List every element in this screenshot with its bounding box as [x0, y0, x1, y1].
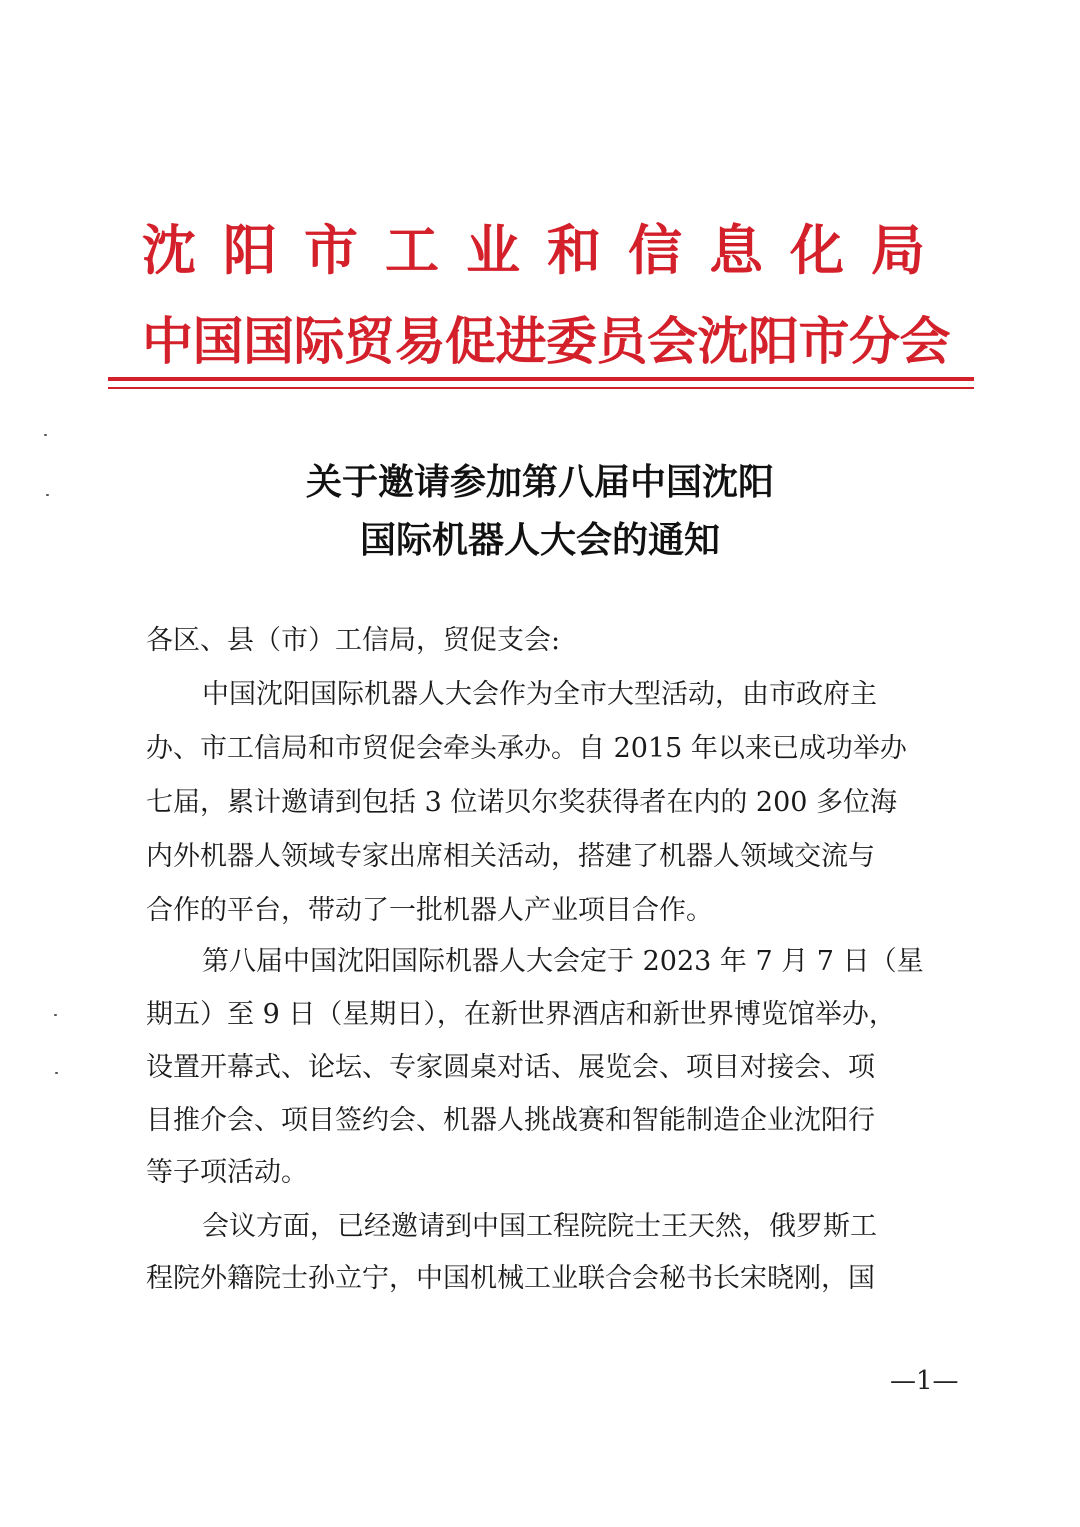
paragraph-1-line: 内外机器人领域专家出席相关活动，搭建了机器人领域交流与: [146, 841, 875, 872]
scan-speck: [55, 1072, 58, 1074]
page-number: —1—: [890, 1366, 959, 1396]
paragraph-1-line: 合作的平台，带动了一批机器人产业项目合作。: [146, 895, 713, 926]
scan-speck: [44, 434, 47, 436]
letterhead-rule-thick: [108, 377, 974, 381]
paragraph-1-line: 中国沈阳国际机器人大会作为全市大型活动，由市政府主: [202, 679, 877, 710]
paragraph-3-line: 程院外籍院士孙立宁，中国机械工业联合会秘书长宋晓刚，国: [146, 1263, 875, 1294]
scan-speck: [54, 1014, 57, 1016]
paragraph-1-line: 办、市工信局和市贸促会牵头承办。自 2015 年以来已成功举办: [146, 733, 907, 764]
document-title-line-1: 关于邀请参加第八届中国沈阳: [305, 461, 774, 503]
letterhead-issuer-1: 沈阳市工业和信息化局: [142, 218, 952, 282]
paragraph-2-line: 目推介会、项目签约会、机器人挑战赛和智能制造企业沈阳行: [146, 1105, 875, 1136]
salutation: 各区、县（市）工信局，贸促支会:: [146, 625, 561, 656]
document-title-line-2: 国际机器人大会的通知: [359, 519, 720, 561]
paragraph-2-line: 第八届中国沈阳国际机器人大会定于 2023 年 7 月 7 日（星: [202, 946, 924, 977]
paragraph-2-line: 期五）至 9 日（星期日），在新世界酒店和新世界博览馆举办，: [146, 999, 896, 1030]
paragraph-2-line: 等子项活动。: [146, 1157, 308, 1188]
letterhead-issuer-2: 中国国际贸易促进委员会沈阳市分会: [142, 312, 951, 372]
paragraph-1-line: 七届，累计邀请到包括 3 位诺贝尔奖获得者在内的 200 多位海: [146, 787, 898, 818]
paragraph-3-line: 会议方面，已经邀请到中国工程院院士王天然，俄罗斯工: [202, 1211, 877, 1242]
letterhead-rule-thin: [108, 387, 974, 389]
paragraph-2-line: 设置开幕式、论坛、专家圆桌对话、展览会、项目对接会、项: [146, 1052, 875, 1083]
